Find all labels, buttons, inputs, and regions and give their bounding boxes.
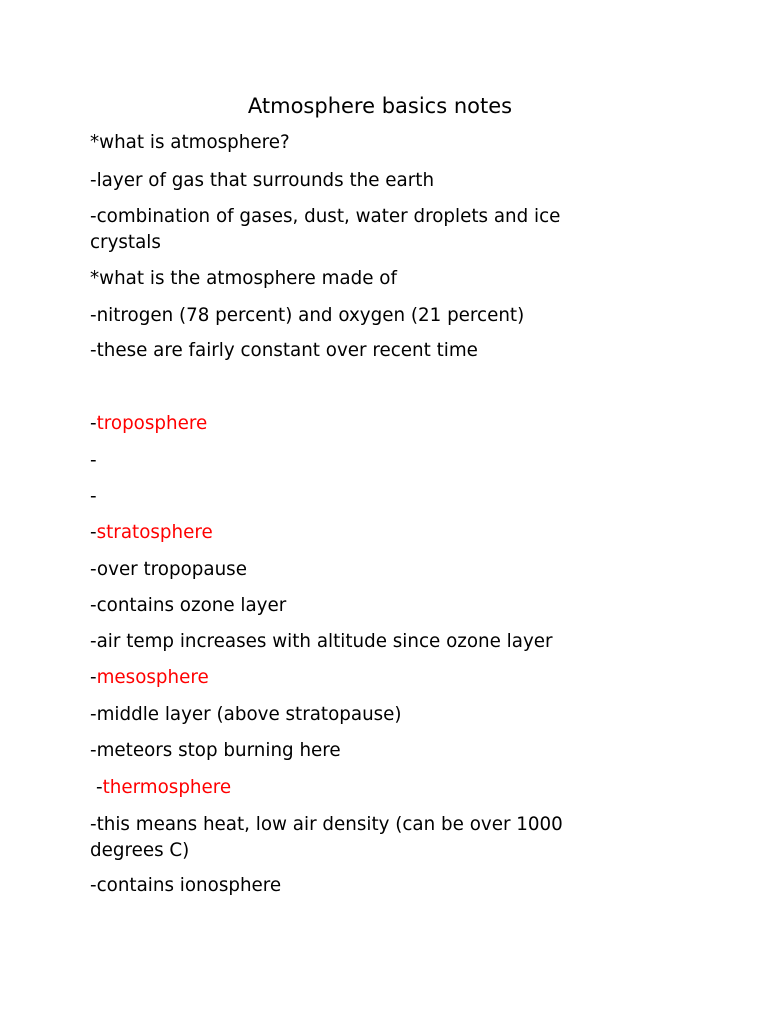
thermosphere-label: thermosphere — [102, 777, 232, 798]
empty-bullet: - — [90, 450, 97, 471]
bullet-dash: - — [96, 777, 103, 798]
note-over-tropopause: -over tropopause — [90, 559, 247, 580]
troposphere-label: troposphere — [96, 413, 208, 434]
note-heat-low-density: -this means heat, low air density (can be over 1000 degrees C) — [90, 814, 563, 861]
question-what-is-atmosphere: *what is atmosphere? — [90, 132, 290, 153]
question-what-is-atmosphere-made-of: *what is the atmosphere made of — [90, 268, 397, 289]
note-layer-of-gas: -layer of gas that surrounds the earth — [90, 170, 435, 191]
layer-heading-troposphere — [90, 411, 630, 437]
note-meteors: -meteors stop burning here — [90, 740, 341, 761]
layer-heading-stratosphere — [90, 520, 630, 546]
note-combination-of-gases: -combination of gases, dust, water droplets and ice crystals — [90, 206, 561, 253]
note-contains-ionosphere: -contains ionosphere — [90, 875, 282, 896]
note-middle-layer: -middle layer (above stratopause) — [90, 704, 402, 725]
page-title: Atmosphere basics notes — [247, 94, 513, 118]
note-contains-ozone: -contains ozone layer — [90, 595, 287, 616]
note-air-temp-increases: -air temp increases with altitude since ozone layer — [90, 631, 553, 652]
note-nitrogen-oxygen: -nitrogen (78 percent) and oxygen (21 percent) — [90, 305, 525, 326]
mesosphere-label: mesosphere — [96, 667, 209, 688]
layer-heading-thermosphere — [96, 775, 636, 801]
bullet-dash: - — [90, 667, 97, 688]
note-fairly-constant: -these are fairly constant over recent time — [90, 340, 478, 361]
layer-heading-mesosphere — [90, 665, 630, 691]
stratosphere-label: stratosphere — [96, 522, 213, 543]
bullet-dash: - — [90, 413, 97, 434]
bullet-dash: - — [90, 522, 97, 543]
empty-bullet: - — [90, 486, 97, 507]
